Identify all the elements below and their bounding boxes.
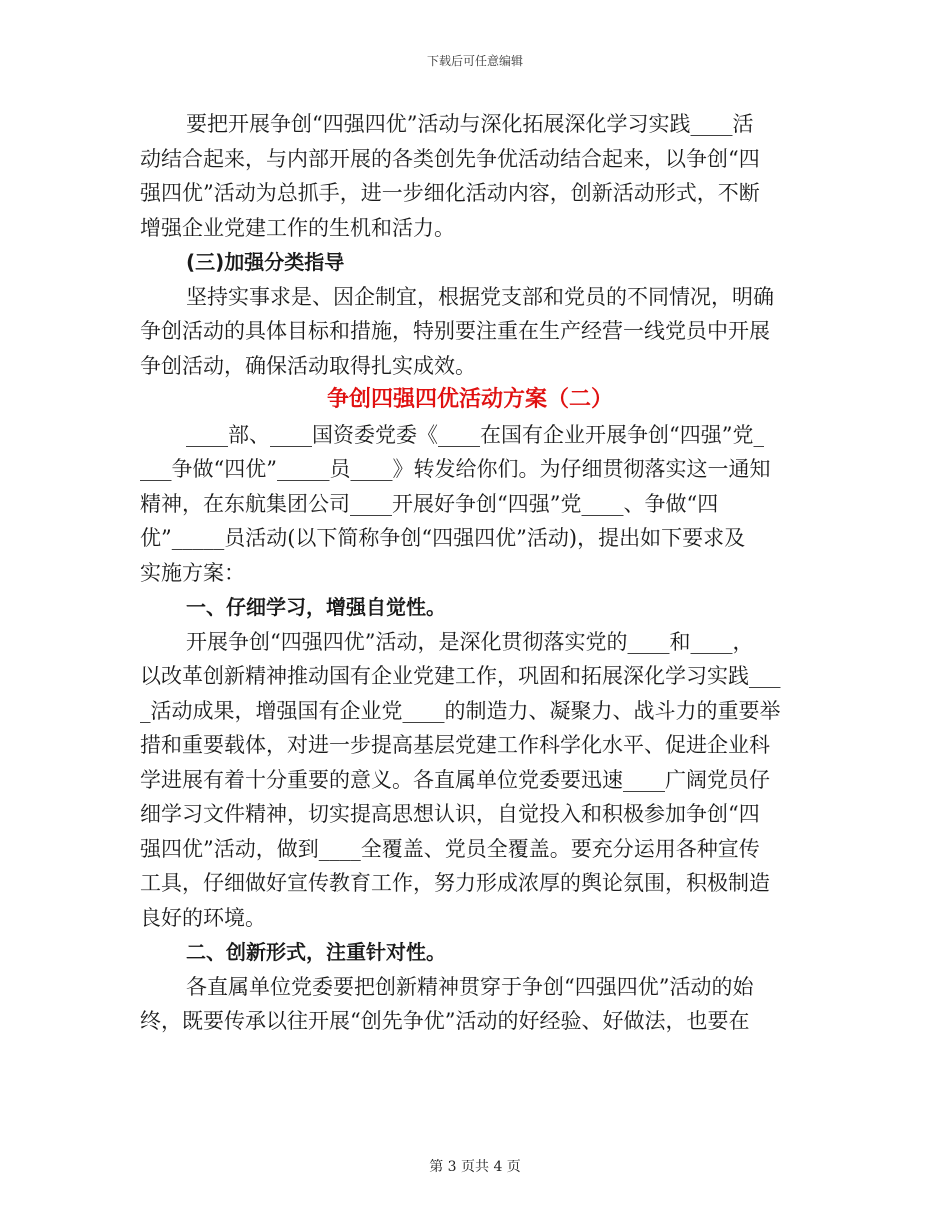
text-line: 良好的环境。	[140, 905, 266, 930]
page-footer: 第 3 页共 4 页	[429, 1159, 521, 1175]
text-line: 以改革创新精神推动国有企业党建工作，巩固和拓展深化学习实践___	[140, 664, 781, 688]
page-header: 下载后可任意编辑	[426, 54, 523, 68]
paragraph	[140, 418, 800, 591]
text-line: ____部、____国资委党委《____在国有企业开展争创“四强”党_	[186, 422, 764, 447]
text-line: 终，既要传承以往开展“创先争优”活动的好经验、好做法，也要在	[140, 1009, 750, 1033]
text-line: 强四优”活动为总抓手，进一步细化活动内容，创新活动形式，不断	[140, 181, 760, 205]
section-heading: 一、仔细学习，增强自觉性。	[186, 595, 446, 619]
paragraph	[140, 970, 800, 1039]
text-line: 工具，仔细做好宣传教育工作，努力形成浓厚的舆论氛围，积极制造	[140, 871, 770, 895]
text-line: 增强企业党建工作的生机和活力。	[140, 215, 455, 240]
paragraph	[140, 107, 800, 245]
text-line: 坚持实事求是、因企制宜，根据党支部和党员的不同情况，明确	[186, 284, 774, 309]
paragraph	[140, 625, 800, 936]
text-line: 动结合起来，与内部开展的各类创先争优活动结合起来，以争创“四	[140, 146, 760, 171]
text-line: 各直属单位党委要把创新精神贯穿于争创“四强四优”活动的始	[186, 974, 754, 999]
text-line: 争创活动，确保活动取得扎实成效。	[140, 353, 476, 378]
text-line: 优”_____员活动(以下简称争创“四强四优”活动)，提出如下要求及	[140, 526, 746, 550]
document-title: 争创四强四优活动方案（二）	[326, 387, 613, 412]
section-heading: 二、创新形式，注重针对性。	[186, 940, 446, 964]
text-line: 强四优”活动，做到____全覆盖、党员全覆盖。要充分运用各种宣传	[140, 836, 760, 861]
text-line: 学进展有着十分重要的意义。各直属单位党委要迅速____广阔党员仔	[140, 767, 770, 792]
text-line: 争创活动的具体目标和措施，特别要注重在生产经营一线党员中开展	[140, 319, 770, 343]
paragraph	[140, 280, 800, 384]
text-line: 措和重要载体，对进一步提高基层党建工作科学化水平、促进企业科	[140, 733, 770, 757]
text-line: 开展争创“四强四优”活动，是深化贯彻落实党的____和____，	[186, 629, 754, 654]
section-heading: (三)加强分类指导	[186, 250, 345, 274]
text-line: _活动成果，增强国有企业党____的制造力、凝聚力、战斗力的重要举	[140, 698, 781, 723]
text-line: 实施方案：	[140, 560, 245, 585]
text-line: ___争做“四优”_____员____》转发给你们。为仔细贯彻落实这一通知	[140, 457, 771, 481]
text-line: 要把开展争创“四强四优”活动与深化拓展深化学习实践____活	[186, 112, 754, 136]
text-line: 细学习文件精神，切实提高思想认识，自觉投入和积极参加争创“四	[140, 802, 760, 826]
text-line: 精神，在东航集团公司____开展好争创“四强”党____、争做“四	[140, 491, 719, 516]
document-body	[140, 107, 800, 1039]
